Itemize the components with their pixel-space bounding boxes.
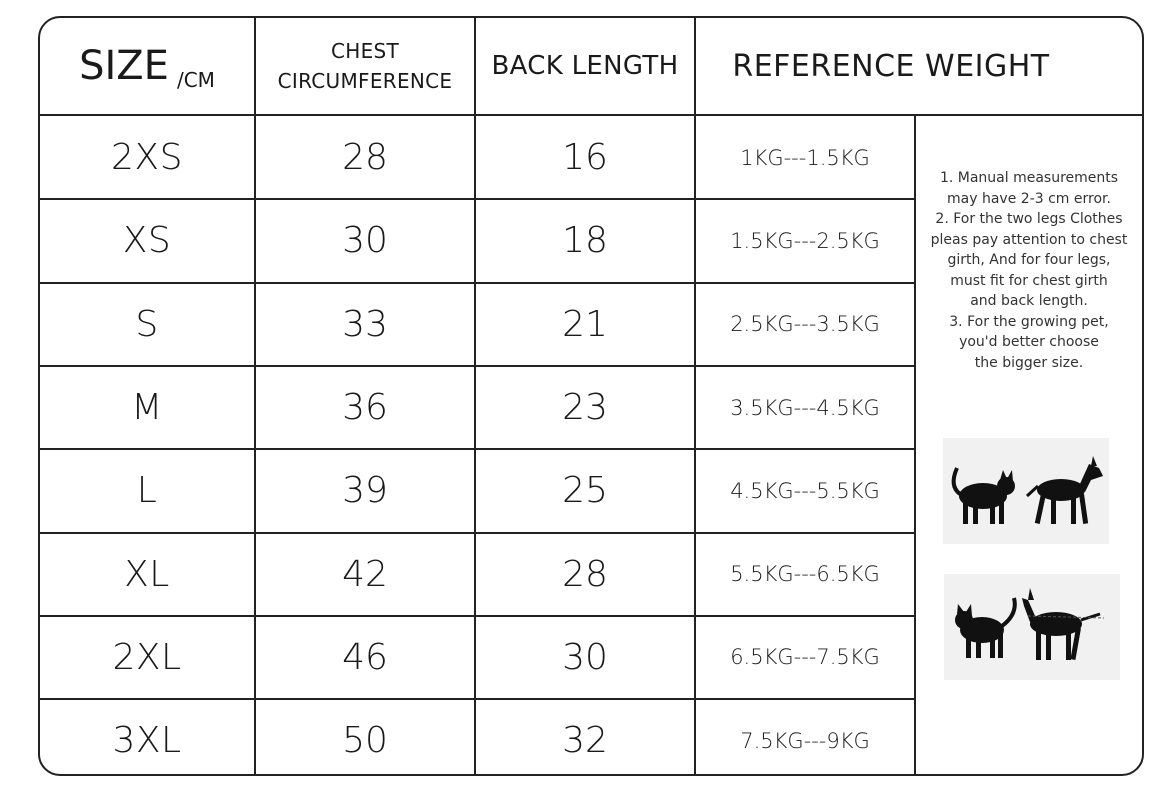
size-value: 2XL <box>112 636 182 678</box>
header-reference-weight: REFERENCE WEIGHT <box>732 48 1050 84</box>
back-length-value: 30 <box>562 636 608 678</box>
header-size <box>40 18 254 114</box>
weight-value: 3.5KG---4.5KG <box>730 395 880 420</box>
header-size-unit: /CM <box>176 68 215 92</box>
back-length-value: 28 <box>562 553 608 595</box>
chest-value: 33 <box>342 303 388 345</box>
note-line: the bigger size. <box>974 354 1084 371</box>
note-line: may have 2-3 cm error. <box>947 190 1111 207</box>
size-chart-table <box>38 16 1144 776</box>
header-size-label: SIZE <box>79 43 169 89</box>
size-value: 3XL <box>112 720 182 762</box>
cat-and-dog-standing-icon <box>943 438 1109 544</box>
chest-value: 28 <box>342 137 388 179</box>
back-length-value: 18 <box>562 220 608 262</box>
size-value: L <box>136 470 158 512</box>
header-back-length: BACK LENGTH <box>491 51 679 81</box>
chest-value: 42 <box>342 553 388 595</box>
back-length-value: 32 <box>562 720 608 762</box>
back-length-value: 16 <box>562 137 608 179</box>
weight-value: 1KG---1.5KG <box>740 145 870 170</box>
column-divider <box>914 114 916 774</box>
size-value: XL <box>124 553 170 595</box>
chest-value: 30 <box>342 220 388 262</box>
chest-value: 36 <box>342 387 388 429</box>
chest-value: 39 <box>342 470 388 512</box>
weight-value: 1.5KG---2.5KG <box>730 228 880 253</box>
header-chest-line2: CIRCUMFERENCE <box>277 69 453 93</box>
sizing-notes <box>918 168 1140 373</box>
weight-value: 6.5KG---7.5KG <box>730 645 880 670</box>
note-line: must fit for chest girth <box>950 272 1108 289</box>
note-line: you'd better choose <box>959 334 1099 350</box>
weight-value: 4.5KG---5.5KG <box>730 478 880 503</box>
weight-value: 2.5KG---3.5KG <box>730 312 880 337</box>
size-value: S <box>135 303 159 345</box>
chest-value: 50 <box>342 720 388 762</box>
weight-value: 5.5KG---6.5KG <box>730 562 880 587</box>
size-value: 2XS <box>111 137 183 179</box>
size-value: XS <box>122 220 172 262</box>
chest-value: 46 <box>342 636 388 678</box>
note-line: and back length. <box>970 293 1088 309</box>
note-line: 1. Manual measurements <box>939 170 1119 186</box>
weight-value: 7.5KG---9KG <box>740 728 870 753</box>
back-length-value: 21 <box>562 303 608 345</box>
size-value: M <box>131 387 163 429</box>
note-line: girth, And for four legs, <box>947 252 1111 268</box>
header-chest <box>256 18 474 114</box>
note-line: 3. For the growing pet, <box>949 313 1109 330</box>
note-line: pleas pay attention to chest <box>930 231 1128 248</box>
back-length-value: 23 <box>562 387 608 429</box>
cat-and-dog-measured-icon <box>944 574 1120 680</box>
note-line: 2. For the two legs Clothes <box>935 211 1123 227</box>
back-length-value: 25 <box>562 470 608 512</box>
header-chest-line1: CHEST <box>330 39 400 63</box>
